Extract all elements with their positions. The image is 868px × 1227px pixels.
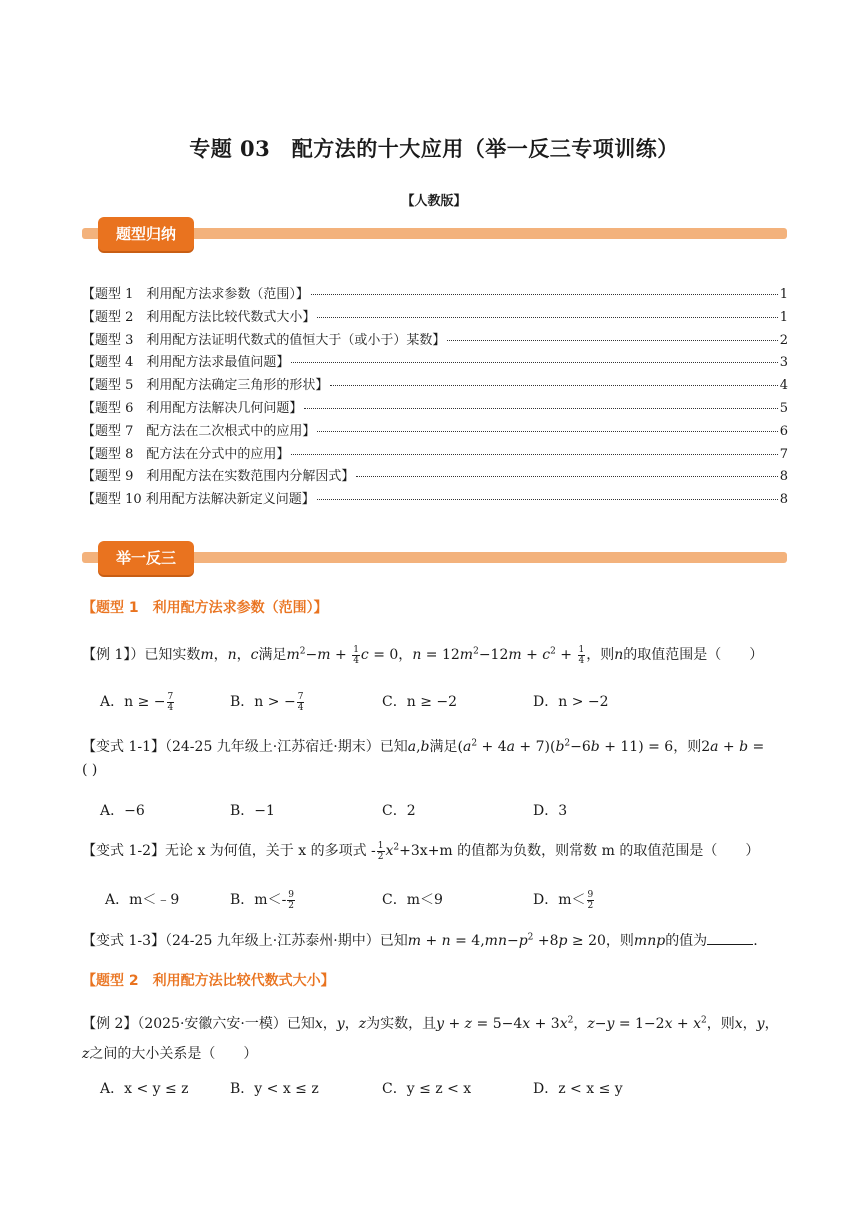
type1-heading: 【题型 1 利用配方法求参数（范围）】 xyxy=(82,600,328,616)
variant-1-3-stem: 【变式 1-3】（24-25 九年级上·江苏泰州·期中）已知$m + n = 4,mn-p^2 +8p \ge 20$，则mnp的值为 . xyxy=(82,932,758,949)
table-of-contents xyxy=(82,283,788,511)
option-b[interactable]: B．n > − $\frac{7}{4}$ xyxy=(230,691,304,713)
summary-section-pill: 题型归纳 xyxy=(98,217,194,251)
toc-leader xyxy=(356,476,777,477)
toc-item[interactable]: 【题型 9 利用配方法在实数范围内分解因式】 8 xyxy=(82,469,788,485)
toc-item[interactable]: 【题型 3 利用配方法证明代数式的值恒大于（或小于）某数】 2 xyxy=(82,332,788,348)
toc-leader xyxy=(291,362,777,363)
practice-section-header xyxy=(82,541,787,575)
variant-1-1-paren: ( ) xyxy=(82,762,98,778)
type2-heading: 【题型 2 利用配方法比较代数式大小】 xyxy=(82,973,335,989)
toc-leader xyxy=(317,499,778,500)
option-c[interactable]: C．n ≥ −2 xyxy=(382,694,458,710)
option-c[interactable]: C．2 xyxy=(382,803,416,819)
toc-leader xyxy=(304,408,777,409)
toc-item[interactable]: 【题型 1 利用配方法求参数（范围）】 1 xyxy=(82,287,788,302)
toc-item[interactable]: 【题型 2 利用配方法比较代数式大小】 1 xyxy=(82,309,788,325)
toc-item[interactable]: 【题型 8 配方法在分式中的应用】 7 xyxy=(82,446,788,462)
example-2-stem-line2: z之间的大小关系是（ ） xyxy=(82,1046,258,1062)
option-b[interactable]: B．y < x ≤ z xyxy=(230,1081,319,1097)
toc-item[interactable]: 【题型 10 利用配方法解决新定义问题】 8 xyxy=(82,492,788,508)
toc-leader xyxy=(330,385,777,386)
answer-blank[interactable] xyxy=(707,932,753,945)
option-a[interactable]: A．n ≥ − $\frac{7}{4}$ xyxy=(100,691,174,713)
option-d[interactable]: D．m＜ $\frac{9}{2}$ xyxy=(533,889,594,911)
option-d[interactable]: D．3 xyxy=(533,803,568,819)
toc-leader xyxy=(291,454,777,455)
toc-leader xyxy=(311,294,778,295)
toc-leader xyxy=(317,431,777,432)
edition-label: 【人教版】 xyxy=(401,194,467,209)
toc-leader xyxy=(447,340,777,341)
option-d[interactable]: D．z < x ≤ y xyxy=(533,1081,623,1097)
option-b[interactable]: B．m＜- $\frac{9}{2}$ xyxy=(230,889,295,911)
summary-section-header xyxy=(82,217,787,251)
option-a[interactable]: A．−6 xyxy=(100,803,145,819)
option-a[interactable]: A．x < y ≤ z xyxy=(100,1081,189,1097)
toc-item[interactable]: 【题型 4 利用配方法求最值问题】 3 xyxy=(82,355,788,371)
variant-1-1-stem: 【变式 1-1】（24-25 九年级上·江苏宿迁·期末）已知a,b满足$(a^2 + 4a + 7)(b^2-6b + 11) = 6$，则2a + b = xyxy=(82,738,765,755)
toc-item[interactable]: 【题型 5 利用配方法确定三角形的形状】 4 xyxy=(82,378,788,394)
option-d[interactable]: D．n > −2 xyxy=(533,694,609,710)
option-b[interactable]: B．−1 xyxy=(230,803,275,819)
variant-1-2-stem: 【变式 1-2】无论 x 为何值，关于 x 的多项式 - $\frac{1}{2}$ $x^2+3x+m$ 的值都为负数，则常数 m 的取值范围是（ ） xyxy=(82,840,760,862)
page-title: 专题 03 配方法的十大应用（举一反三专项训练） xyxy=(189,136,679,161)
example-2-stem: 【例 2】（2025·安徽六安·一模）已知x，y，z为实数，且$y + z = 5-4x + 3x^2$，$z-y = 1-2x + x^2$，则x，y， xyxy=(82,1015,779,1032)
option-c[interactable]: C．m＜9 xyxy=(382,892,443,908)
option-c[interactable]: C．y ≤ z < x xyxy=(382,1081,472,1097)
toc-item[interactable]: 【题型 6 利用配方法解决几何问题】 5 xyxy=(82,400,788,416)
option-a[interactable]: A．m＜﹣9 xyxy=(105,892,180,908)
example-1-stem: 【例 1】）已知实数m，n，c满足$m^2-m$ + $\frac{1}{4}$ c = 0，$n = 12m^2-12m + c^2$ + $\frac{1}{4}$ ，则n的取值范围是（ ） xyxy=(82,644,764,666)
toc-leader xyxy=(317,317,777,318)
toc-item[interactable]: 【题型 7 配方法在二次根式中的应用】 6 xyxy=(82,423,788,439)
practice-section-pill: 举一反三 xyxy=(98,541,194,575)
